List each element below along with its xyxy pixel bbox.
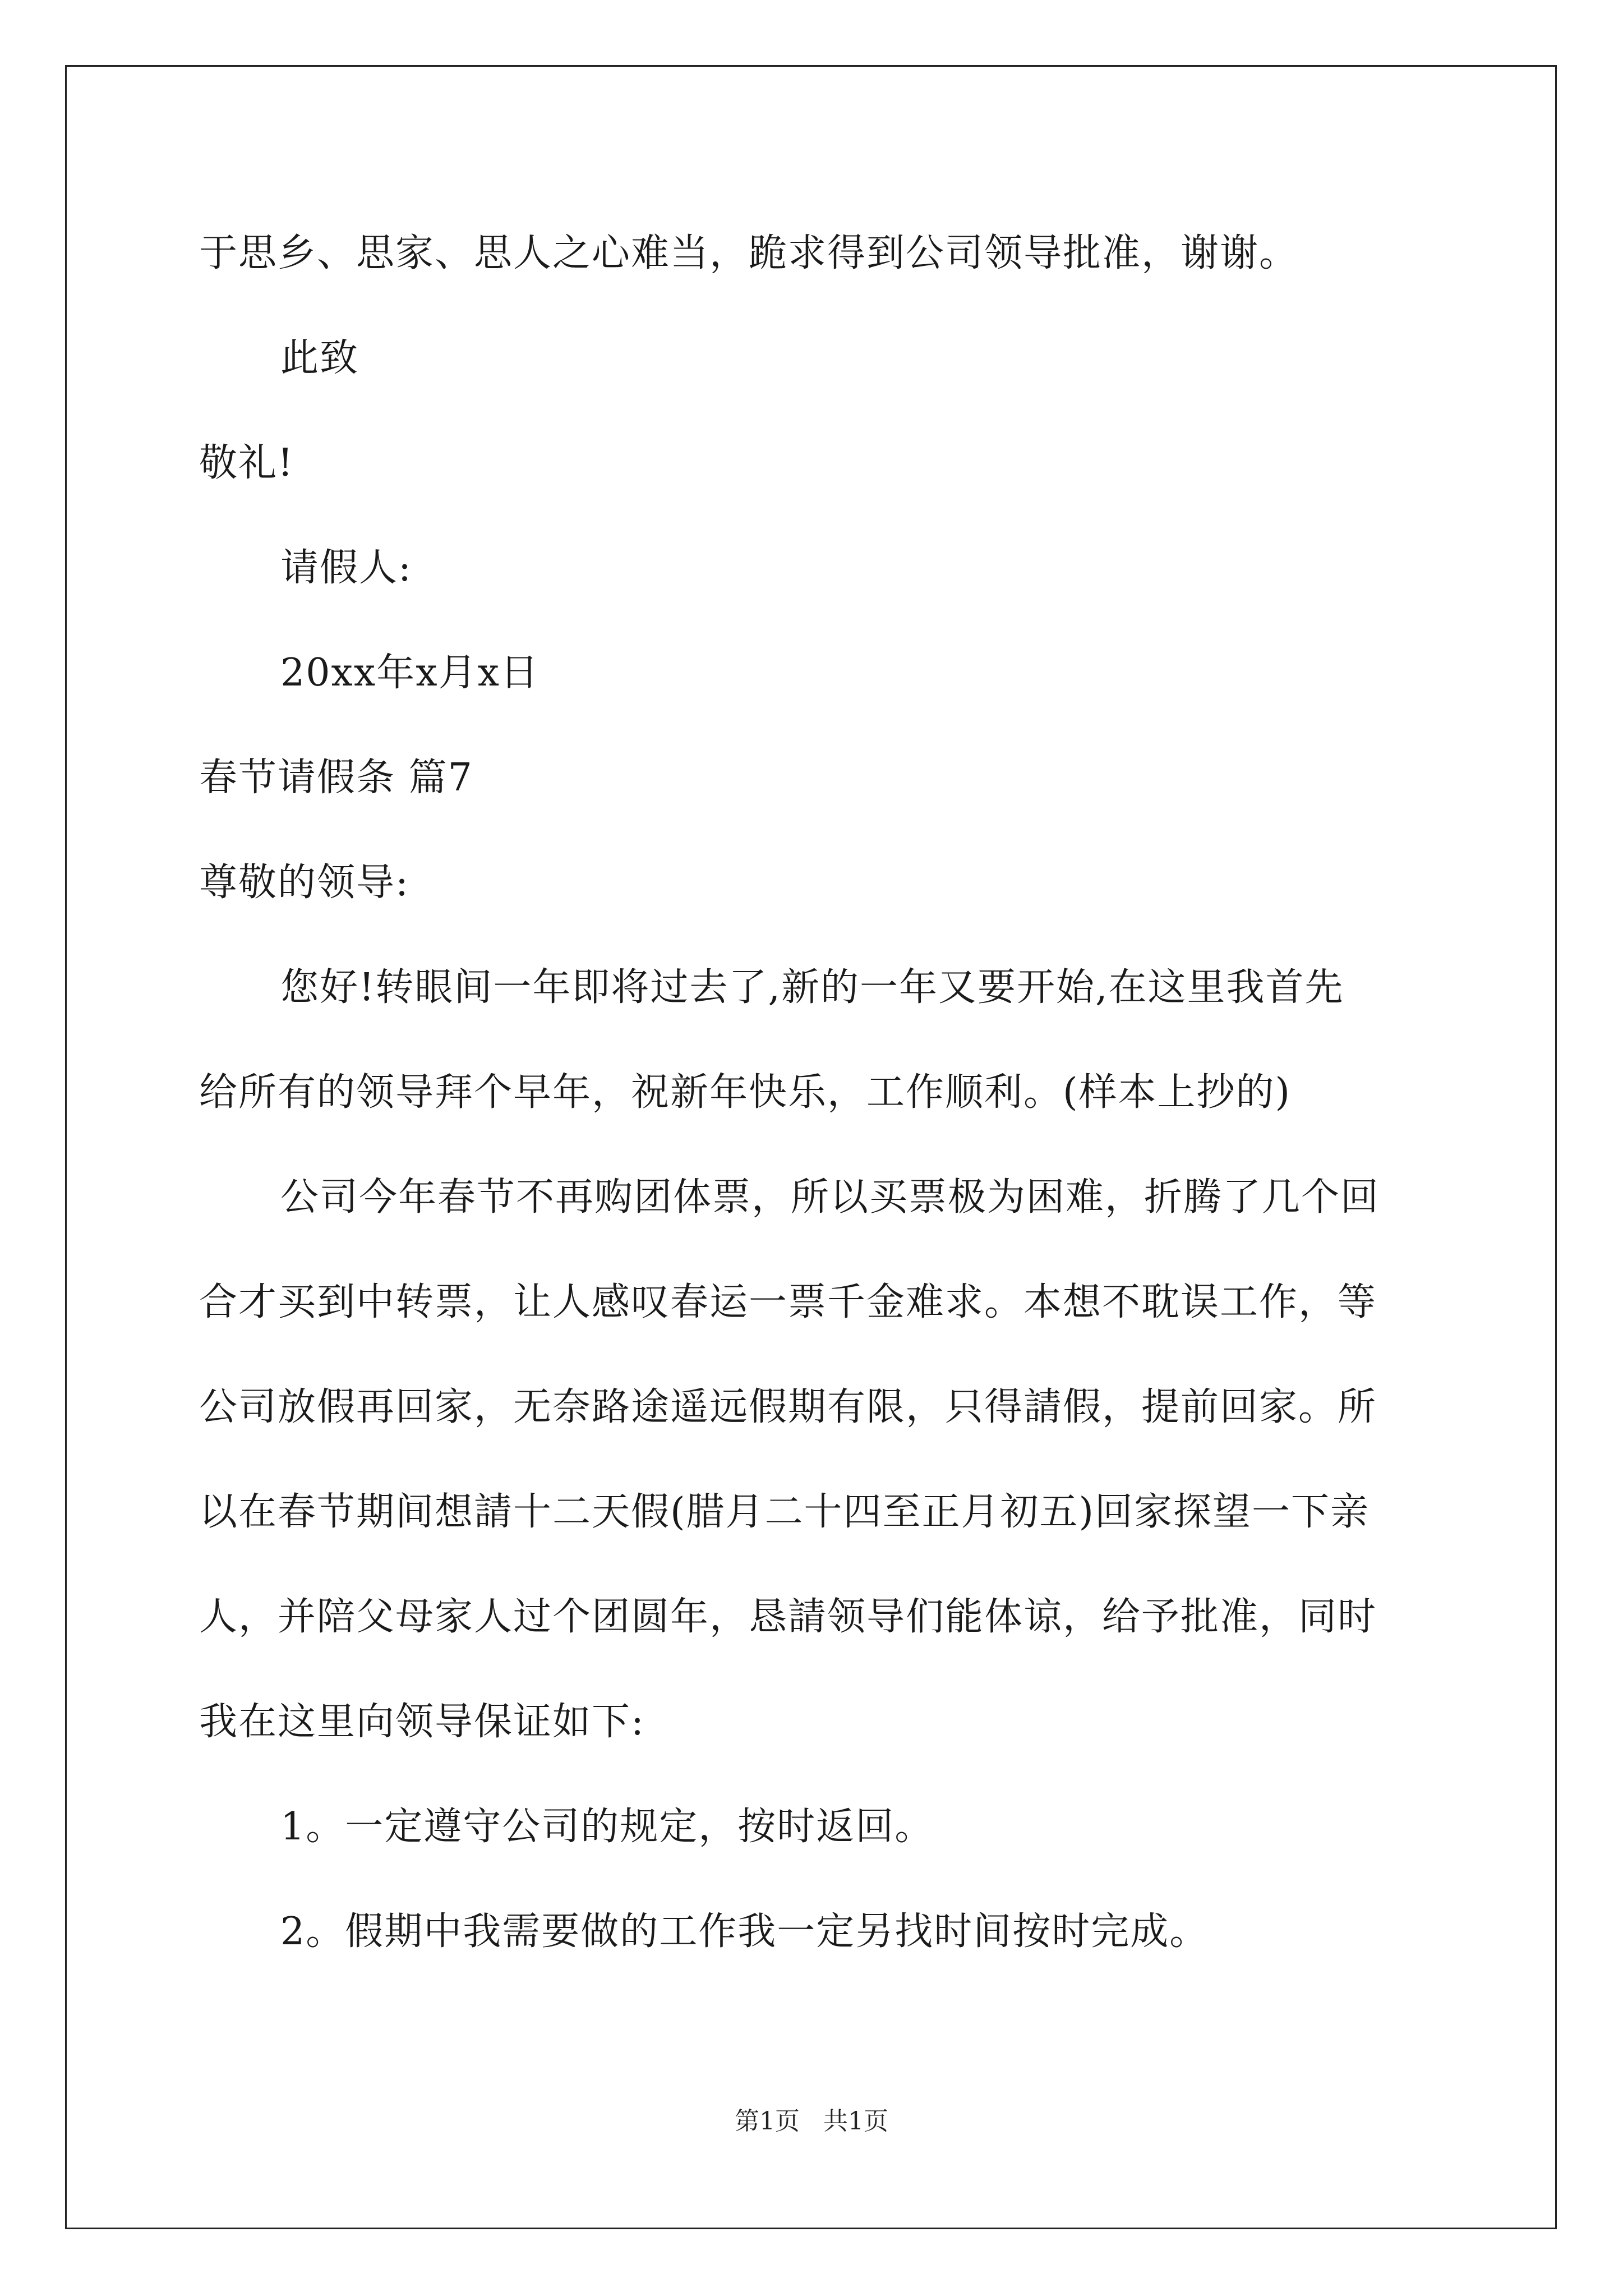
- text-line-salute: 敬礼!: [199, 441, 294, 485]
- text-line-para2c: 公司放假再回家，无奈路途遥远假期有限，只得請假，提前回家。所: [199, 1385, 1377, 1429]
- text-line-1: 于思乡、思家、思人之心难当，跪求得到公司领导批准，谢谢。: [199, 231, 1299, 275]
- text-line-greeting: 尊敬的领导:: [199, 861, 409, 905]
- text-line-applicant: 请假人:: [280, 546, 412, 590]
- text-line-closing: 此致: [280, 336, 359, 380]
- list-item-1: 1。一定遵守公司的规定，按时返回。: [280, 1805, 934, 1849]
- page-footer: [0, 2101, 1623, 2137]
- text-line-para2d: 以在春节期间想請十二天假(腊月二十四至正月初五)回家探望一下亲: [199, 1490, 1370, 1534]
- text-line-para2a: 公司今年春节不再购团体票，所以买票极为困难，折腾了几个回: [280, 1175, 1380, 1220]
- list-item-2: 2。假期中我需要做的工作我一定另找时间按时完成。: [280, 1910, 1209, 1954]
- section-title: 春节请假条 篇7: [199, 756, 473, 800]
- text-line-para2e: 人，并陪父母家人过个团圆年，恳請领导们能体谅，给予批准，同时: [199, 1595, 1377, 1639]
- text-line-date: 20xx年x月x日: [280, 651, 540, 695]
- page-border: [65, 65, 1557, 2229]
- page-total: 共1页: [823, 2107, 888, 2136]
- text-line-para1b: 给所有的领导拜个早年，祝新年快乐，工作顺利。(样本上抄的): [199, 1070, 1292, 1115]
- page-number: 第1页: [735, 2107, 800, 2136]
- text-line-para2f: 我在这里向领导保证如下:: [199, 1700, 645, 1744]
- text-line-para1a: 您好!转眼间一年即将过去了,新的一年又要开始,在这里我首先: [280, 965, 1344, 1010]
- text-line-para2b: 合才买到中转票，让人感叹春运一票千金难求。本想不耽误工作，等: [199, 1280, 1377, 1324]
